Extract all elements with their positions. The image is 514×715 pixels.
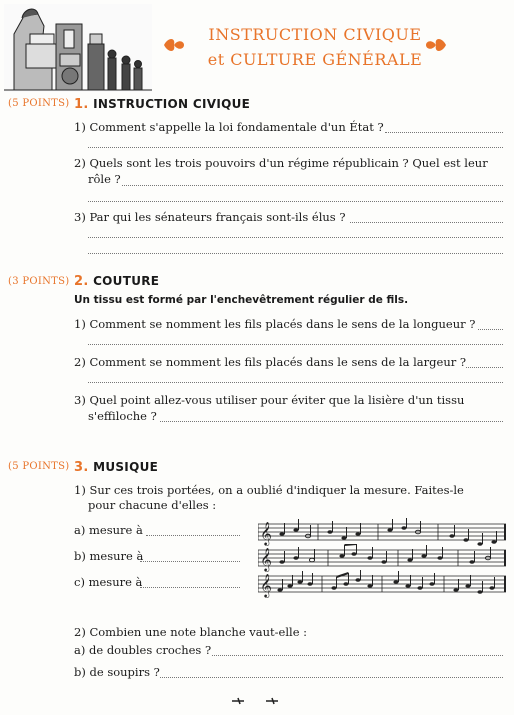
answer-line[interactable] <box>212 655 503 656</box>
answer-line[interactable] <box>160 677 503 678</box>
title-line-2: et CULTURE GÉNÉRALE <box>207 50 423 69</box>
answer-line[interactable] <box>140 587 240 588</box>
section-intro: Un tissu est formé par l'enchevêtrement régulier de fils. <box>74 294 409 306</box>
answer-line[interactable] <box>478 329 503 330</box>
music-staff <box>258 570 506 600</box>
answer-line[interactable] <box>385 132 503 133</box>
section-heading <box>74 97 250 112</box>
answer-line[interactable] <box>88 382 503 383</box>
answer-line[interactable] <box>88 201 503 202</box>
section-title: MUSIQUE <box>93 460 159 474</box>
question-text: 2) Comment se nomment les fils placés dans le sens de la largeur ? <box>74 355 467 369</box>
section-title: INSTRUCTION CIVIQUE <box>93 97 251 111</box>
measure-label: c) mesure à <box>74 575 143 589</box>
svg-text:𝄞: 𝄞 <box>260 573 272 597</box>
section-number: 1. <box>74 97 89 112</box>
answer-line[interactable] <box>88 147 503 148</box>
answer-line[interactable] <box>466 367 503 368</box>
footer-ornament-icon <box>230 697 290 705</box>
question-text: 3) Par qui les sénateurs français sont-ils élus ? <box>74 210 346 224</box>
measure-label: b) mesure à <box>74 549 144 563</box>
svg-text:𝄞: 𝄞 <box>260 547 272 571</box>
answer-line[interactable] <box>88 344 503 345</box>
section-points: (5 POINTS) <box>8 98 70 109</box>
section-title: COUTURE <box>93 274 160 288</box>
answer-line[interactable] <box>140 561 240 562</box>
svg-text:𝄞: 𝄞 <box>260 521 272 545</box>
answer-line[interactable] <box>88 253 503 254</box>
question-text: b) de soupirs ? <box>74 665 160 679</box>
answer-line[interactable] <box>350 222 503 223</box>
section-heading <box>74 460 158 475</box>
question-text: 2) Quels sont les trois pouvoirs d'un régime républicain ? Quel est leur <box>74 156 488 170</box>
marianne-monument-illustration <box>4 4 152 92</box>
question-text: s'effiloche ? <box>88 409 157 423</box>
section-points: (3 POINTS) <box>8 276 70 287</box>
question-text: 2) Combien une note blanche vaut-elle : <box>74 625 308 639</box>
section-points: (5 POINTS) <box>8 461 70 472</box>
answer-line[interactable] <box>160 421 503 422</box>
question-text: rôle ? <box>88 172 121 186</box>
section-number: 3. <box>74 460 89 475</box>
question-text: 1) Comment se nomment les fils placés dans le sens de la longueur ? <box>74 317 476 331</box>
question-text: a) de doubles croches ? <box>74 643 212 657</box>
answer-line[interactable] <box>146 535 240 536</box>
answer-line[interactable] <box>122 185 503 186</box>
question-text: 3) Quel point allez-vous utiliser pour éviter que la lisière d'un tissu <box>74 393 465 407</box>
answer-line[interactable] <box>88 237 503 238</box>
question-text: 1) Comment s'appelle la loi fondamentale d'un État ? <box>74 120 384 134</box>
page-title <box>180 22 450 72</box>
section-number: 2. <box>74 274 89 289</box>
section-heading <box>74 274 159 289</box>
question-text: pour chacune d'elles : <box>88 498 217 512</box>
measure-label: a) mesure à <box>74 523 143 537</box>
title-line-1: INSTRUCTION CIVIQUE <box>208 25 422 44</box>
question-text: 1) Sur ces trois portées, on a oublié d'indiquer la mesure. Faites-le <box>74 483 464 497</box>
